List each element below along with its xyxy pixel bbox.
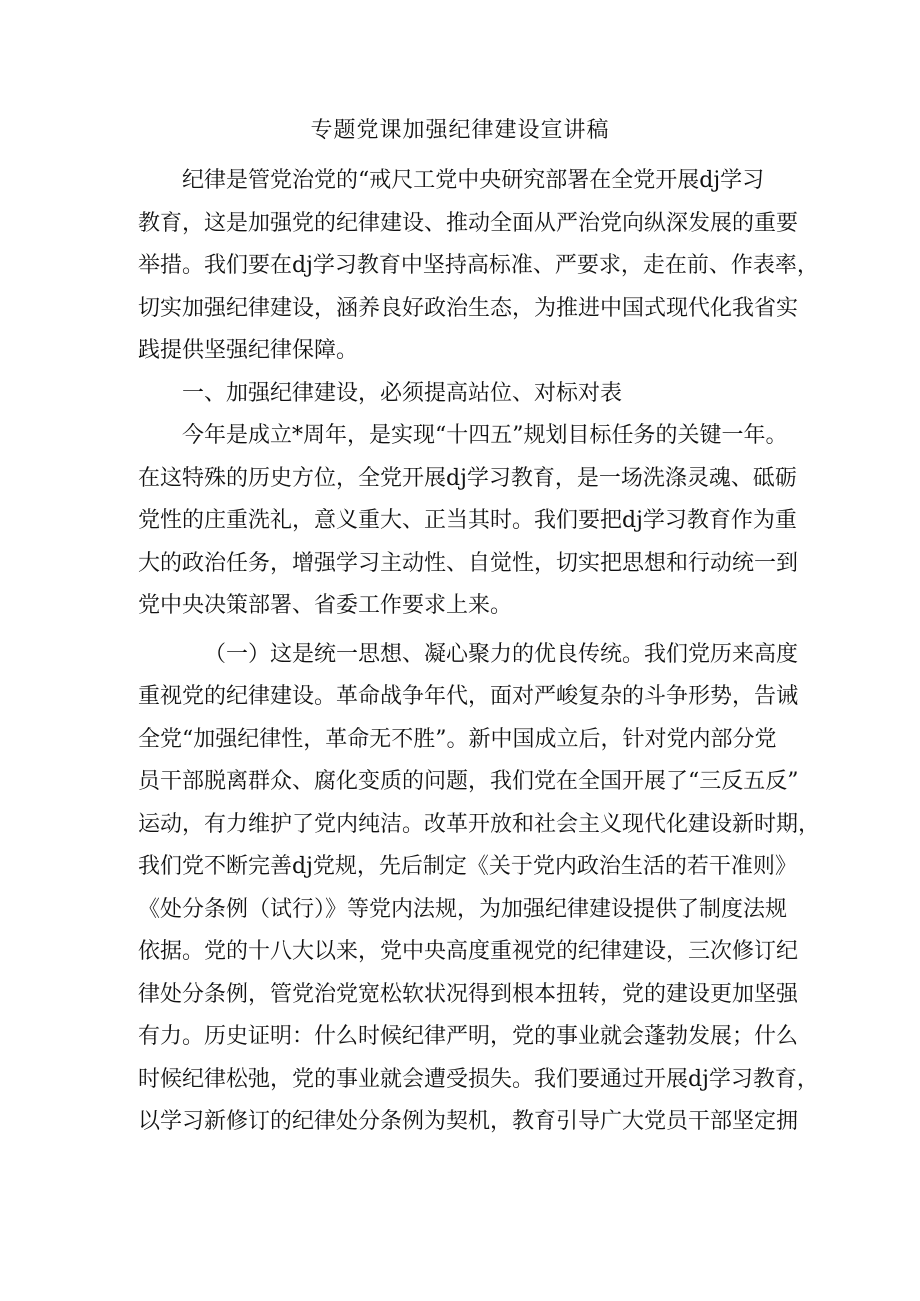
paragraph-line: 今年是成立*周年，是实现“十四五”规划目标任务的关键一年。 [182, 423, 788, 448]
paragraph-line: 依据。党的十八大以来，党中央高度重视党的纪律建设，三次修订纪 [138, 939, 799, 964]
paragraph-line: 党中央决策部署、省委工作要求上来。 [138, 593, 513, 618]
paragraph-line: 教育，这是加强党的纪律建设、推动全面从严治党向纵深发展的重要 [138, 210, 799, 236]
paragraph-line: 我们党不断完善dj党规，先后制定《关于党内政治生活的若干准则》 [138, 854, 797, 879]
paragraph-line: 《处分条例（试行）》等党内法规，为加强纪律建设提供了制度法规 [138, 896, 788, 922]
paragraph-line: 纪律是管党治党的“戒尺工党中央研究部署在全党开展dj学习 [182, 168, 765, 193]
section-heading: 一、加强纪律建设，必须提高站位、对标对表 [182, 380, 623, 406]
paragraph-line: 时候纪律松弛，党的事业就会遭受损失。我们要通过开展dj学习教育， [138, 1066, 819, 1092]
paragraph-line: 党性的庄重洗礼，意义重大、正当其时。我们要把dj学习教育作为重 [138, 508, 797, 533]
paragraph-line: 大的政治任务，增强学习主动性、自觉性，切实把思想和行动统一到 [138, 550, 799, 576]
paragraph-line: 以学习新修订的纪律处分条例为契机，教育引导广大党员干部坚定拥 [138, 1109, 799, 1134]
paragraph-line: 切实加强纪律建设，涵养良好政治生态，为推进中国式现代化我省实 [138, 295, 799, 321]
paragraph-line: 有力。历史证明：什么时候纪律严明，党的事业就会蓬勃发展；什么 [138, 1024, 799, 1049]
paragraph-line: 践提供坚强纪律保障。 [138, 338, 359, 363]
document-body [138, 160, 821, 1144]
paragraph-line: 运动，有力维护了党内纯洁。改革开放和社会主义现代化建设新时期， [138, 811, 821, 837]
paragraph-line: 在这特殊的历史方位，全党开展dj学习教育，是一场洗涤灵魂、砥砺 [138, 465, 797, 491]
paragraph-line: 举措。我们要在dj学习教育中坚持高标准、严要求，走在前、作表率， [138, 253, 819, 278]
document-title: 专题党课加强纪律建设宣讲稿 [310, 118, 610, 143]
paragraph-line: 全党“加强纪律性，革命无不胜”。新中国成立后，针对党内部分党 [138, 726, 777, 752]
paragraph-line: 员干部脱离群众、腐化变质的问题，我们党在全国开展了“三反五反” [138, 769, 799, 794]
subsection-heading-line: （一）这是统一思想、凝心聚力的优良传统。我们党历来高度 [204, 641, 799, 667]
paragraph-line: 律处分条例，管党治党宽松软状况得到根本扭转，党的建设更加坚强 [138, 981, 799, 1007]
paragraph-line: 重视党的纪律建设。革命战争年代，面对严峻复杂的斗争形势，告诫 [138, 684, 799, 709]
